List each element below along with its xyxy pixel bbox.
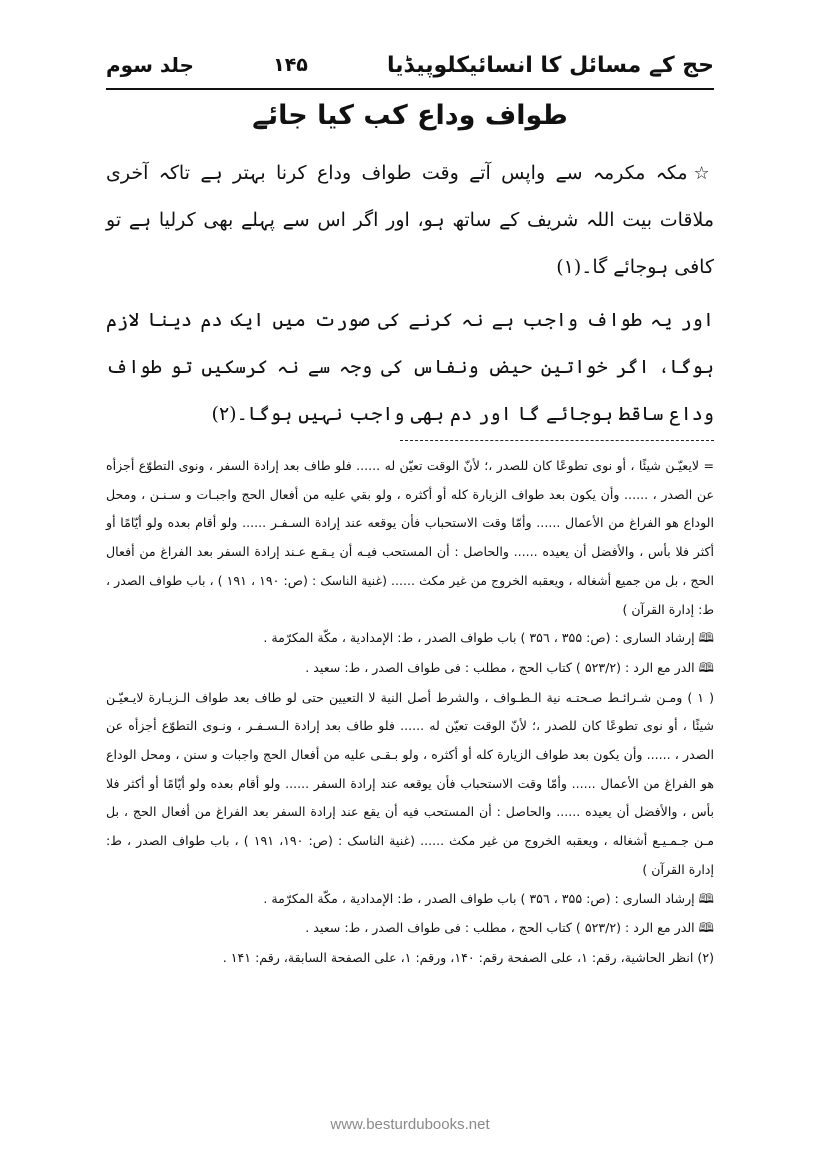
book-ref-icon: 🕮 <box>698 631 714 647</box>
footnote-line: 🕮إرشاد السارى : (ص: ۳۵۵ ، ۳۵٦ ) باب طواف الصدر ، ط: الإمدادية ، مكّة المكرّمة . <box>106 885 714 915</box>
main-text <box>106 150 714 444</box>
book-ref-icon: 🕮 <box>698 921 714 937</box>
section-title: طواف وداع کب کیا جائے <box>252 100 568 131</box>
paragraph-text: مکہ مکرمہ سے واپس آتے وقت طواف وداع کرنا بہتر ہے تاکہ آخری ملاقات بیت اللہ شریف کے ساتھ ہو، اور اگر اس سے پہلے بھی کرلیا ہے تو کافی ہوجائے گا۔(۱) <box>106 162 714 278</box>
book-title: حج کے مسائل کا انسائیکلوپیڈیا <box>387 52 714 78</box>
page-header <box>106 42 714 90</box>
footnote-divider <box>400 440 714 441</box>
volume-label: جلد سوم <box>106 53 194 77</box>
main-paragraph <box>106 297 714 438</box>
page-number: ۱۴۵ <box>273 54 308 76</box>
footnote-line: 🕮الدر مع الرد : (۵۲۳/۲ ) كتاب الحج ، مطلب : فی طواف الصدر ، ط: سعيد . <box>106 914 714 944</box>
book-ref-icon: 🕮 <box>698 660 714 676</box>
footnote-line: ( ۱ ) ومـن شـرائـط صـحتـه نية الـطـواف ، والشرط أصل النية لا التعيين حتى لو طاف بعد طواف الـزيـارة لايـعيّـن شيئًا ، أو نوى تطوعًا كان للصدر ،؛ لأنّ الوقت تعيّن له ...... فلو طاف بعد إرادة الـسـفـر ، ونـوى التطوّع أجزأه عن الصدر ، ...... وأن يكون بعد طواف الزيارة كله أو أكثره ، ولو بـقـى عليه من أفعال الحج واجبات و سنن ، ومحل الوداع هو الفراغ من الأعمال ...... وأمّا وقت الاستحباب فأن يوقعه عند إرادة السفر ...... ولو أقام بعده ولو أيّامًا أو أكثر فلا بأس ، والأفضل أن يعيده ...... والحاصل : أن المستحب فيه أن يقع عند إرادة السفر بعد الفراغ من أفعال الحج ، بل مـن جـمـيـع أشغاله ، ويعقبه الخروج من غير مكث ...... (غنية الناسک : (ص: ۱۹۰، ۱۹۱ ) ، باب طواف الصدر ، ط: إدارة القرآن ) <box>106 689 715 877</box>
footnote-line: 🕮الدر مع الرد : (۵۲۳/۲ ) كتاب الحج ، مطلب : فی طواف الصدر ، ط: سعيد . <box>106 654 714 684</box>
star-icon: ☆ <box>693 163 715 184</box>
footnote-line: 🕮إرشاد السارى : (ص: ۳۵۵ ، ۳۵٦ ) باب طواف الصدر ، ط: الإمدادية ، مكّة المكرّمة . <box>106 624 714 654</box>
footnotes <box>106 452 714 973</box>
footer-url: www.besturdubooks.net <box>330 1116 490 1133</box>
paragraph-text: اور یہ طواف واجب ہے نہ کرنے کی صورت میں ایک دم دینا لازم ہوگا، اگر خواتین حیض ونفاس کی وجہ سے نہ کرسکیں تو طواف وداع ساقط ہوجائے گا اور دم بھی واجب نہیں ہوگا۔(۲) <box>106 309 714 425</box>
footnote-line: = لايعيّـن شيئًا ، أو نوى تطوعًا كان للصدر ،؛ لأنّ الوقت تعيّن له ...... فلو طاف بعد إرادة السفر ، ونوى التطوّع أجزأه عن الصدر ، ...... وأن يكون بعد طواف الزيارة كله أو أكثره ، ولو بقي عليه من أفعال الحج واجبـات و سـنـن ، ومحل الوداع هو الفراغ من الأعمال ...... وأمّا وقت الاستحباب فأن يوقعه عند إرادة السـفـر ...... ولو أقام بعده ولو أيّامًا أو أكثر فلا بأس ، والأفضل أن يعيده ...... والحاصل : أن المستحب فيـه أن يـقـع عـند إرادة السفر بعد الفراغ من أفعال الحج ، بل من جميع أشغاله ، ويعقبه الخروج من غير مكث ...... (غنية الناسک : (ص: ۱۹۰ ، ۱۹۱ ) ، باب طواف الصدر ، ط: إدارة القرآن ) <box>106 458 714 617</box>
footnote-line: (۲) انظر الحاشية، رقم: ۱، على الصفحة رقم: ۱۴۰، ورقم: ۱، على الصفحة السابقة، رقم: ۱۴۱ . <box>222 949 714 965</box>
book-ref-icon: 🕮 <box>698 891 714 907</box>
main-paragraph <box>106 150 714 291</box>
